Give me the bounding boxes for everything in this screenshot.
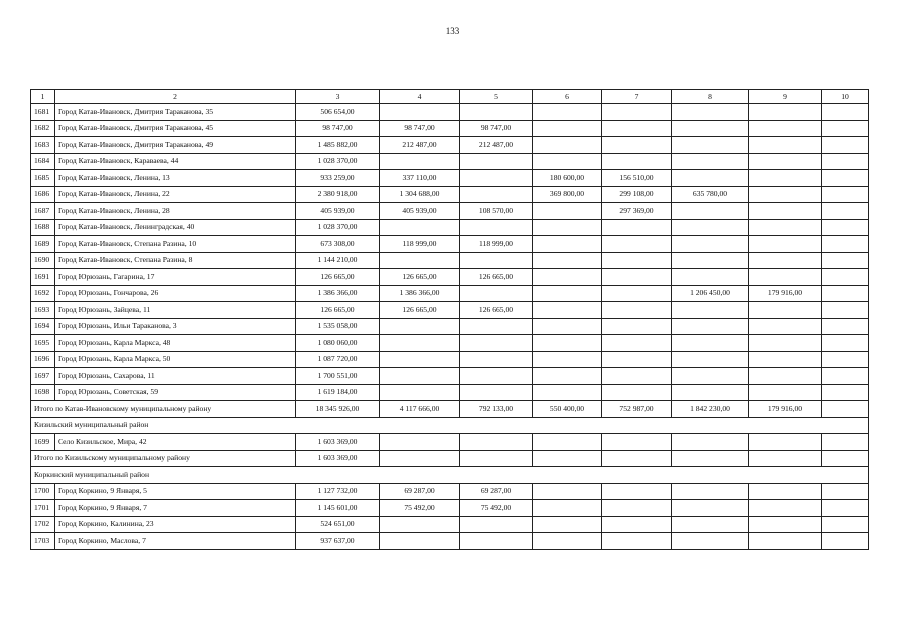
value-cell [380, 351, 460, 368]
address-cell: Город Катав-Ивановск, Ленинградская, 40 [55, 219, 296, 236]
value-cell [672, 318, 749, 335]
value-cell [533, 104, 602, 121]
value-cell [602, 384, 672, 401]
value-cell [672, 137, 749, 154]
value-cell: 1 145 601,00 [296, 500, 380, 517]
value-cell [460, 434, 533, 451]
value-cell [822, 120, 869, 137]
value-cell: 1 127 732,00 [296, 483, 380, 500]
value-cell [749, 236, 822, 253]
value-cell [672, 170, 749, 187]
total-label: Итого по Кизильскому муниципальному району [31, 450, 296, 467]
value-cell [602, 500, 672, 517]
address-cell: Село Кизильское, Мира, 42 [55, 434, 296, 451]
value-cell: 126 665,00 [380, 302, 460, 319]
value-cell [460, 516, 533, 533]
value-cell [533, 516, 602, 533]
address-cell: Город Катав-Ивановск, Ленина, 22 [55, 186, 296, 203]
value-cell [749, 302, 822, 319]
value-cell [672, 450, 749, 467]
value-cell [749, 186, 822, 203]
value-cell [822, 236, 869, 253]
address-cell: Город Катав-Ивановск, Ленина, 28 [55, 203, 296, 220]
value-cell: 752 987,00 [602, 401, 672, 418]
row-number: 1698 [31, 384, 55, 401]
value-cell [533, 450, 602, 467]
value-cell [822, 302, 869, 319]
section-row [31, 467, 869, 484]
column-header: 1 [31, 90, 55, 104]
value-cell [602, 219, 672, 236]
table-row [31, 252, 869, 269]
value-cell: 126 665,00 [296, 269, 380, 286]
value-cell [533, 351, 602, 368]
value-cell [672, 384, 749, 401]
value-cell [749, 120, 822, 137]
row-number: 1701 [31, 500, 55, 517]
value-cell [672, 219, 749, 236]
section-title: Кизильский муниципальный район [31, 417, 869, 434]
address-cell: Город Юрюзань, Ильи Тараканова, 3 [55, 318, 296, 335]
row-number: 1684 [31, 153, 55, 170]
column-header: 4 [380, 90, 460, 104]
table-row [31, 384, 869, 401]
table-row [31, 335, 869, 352]
value-cell [602, 104, 672, 121]
value-cell [672, 335, 749, 352]
value-cell: 1 028 370,00 [296, 153, 380, 170]
value-cell: 299 108,00 [602, 186, 672, 203]
value-cell: 118 999,00 [380, 236, 460, 253]
value-cell [460, 368, 533, 385]
value-cell [822, 219, 869, 236]
row-number: 1695 [31, 335, 55, 352]
value-cell: 1 603 369,00 [296, 434, 380, 451]
value-cell: 212 487,00 [460, 137, 533, 154]
value-cell [672, 533, 749, 550]
value-cell [749, 104, 822, 121]
value-cell [749, 368, 822, 385]
value-cell [602, 516, 672, 533]
value-cell: 18 345 926,00 [296, 401, 380, 418]
value-cell: 524 651,00 [296, 516, 380, 533]
address-cell: Город Катав-Ивановск, Дмитрия Тараканова, 45 [55, 120, 296, 137]
row-number: 1703 [31, 533, 55, 550]
row-number: 1690 [31, 252, 55, 269]
value-cell [380, 516, 460, 533]
value-cell: 126 665,00 [380, 269, 460, 286]
value-cell [533, 483, 602, 500]
value-cell [380, 533, 460, 550]
row-number: 1686 [31, 186, 55, 203]
value-cell: 337 110,00 [380, 170, 460, 187]
row-number: 1681 [31, 104, 55, 121]
value-cell [672, 153, 749, 170]
value-cell [672, 351, 749, 368]
column-header: 3 [296, 90, 380, 104]
value-cell [460, 252, 533, 269]
address-cell: Город Коркино, 9 Января, 7 [55, 500, 296, 517]
value-cell [822, 335, 869, 352]
table-row [31, 434, 869, 451]
value-cell [822, 450, 869, 467]
value-cell: 1 619 184,00 [296, 384, 380, 401]
value-cell [672, 500, 749, 517]
address-cell: Город Катав-Ивановск, Караваева, 44 [55, 153, 296, 170]
address-cell: Город Юрюзань, Сахарова, 11 [55, 368, 296, 385]
value-cell [822, 401, 869, 418]
address-cell: Город Юрюзань, Карла Маркса, 50 [55, 351, 296, 368]
value-cell [822, 269, 869, 286]
row-number: 1697 [31, 368, 55, 385]
value-cell [460, 318, 533, 335]
value-cell [533, 368, 602, 385]
row-number: 1699 [31, 434, 55, 451]
value-cell [533, 302, 602, 319]
table-row [31, 219, 869, 236]
value-cell: 1 386 366,00 [380, 285, 460, 302]
value-cell [380, 318, 460, 335]
table-row [31, 104, 869, 121]
value-cell: 550 400,00 [533, 401, 602, 418]
value-cell [460, 104, 533, 121]
value-cell [533, 153, 602, 170]
value-cell [380, 252, 460, 269]
value-cell: 297 369,00 [602, 203, 672, 220]
value-cell: 937 637,00 [296, 533, 380, 550]
value-cell [380, 335, 460, 352]
address-cell: Город Катав-Ивановск, Дмитрия Тараканова, 35 [55, 104, 296, 121]
value-cell [749, 516, 822, 533]
value-cell [602, 434, 672, 451]
value-cell: 98 747,00 [296, 120, 380, 137]
value-cell [822, 186, 869, 203]
value-cell [460, 533, 533, 550]
value-cell [672, 252, 749, 269]
value-cell: 179 916,00 [749, 401, 822, 418]
value-cell [749, 335, 822, 352]
value-cell [749, 434, 822, 451]
address-cell: Город Юрюзань, Гончарова, 26 [55, 285, 296, 302]
value-cell [533, 203, 602, 220]
value-cell [822, 104, 869, 121]
value-cell [460, 351, 533, 368]
value-cell [533, 335, 602, 352]
value-cell [460, 153, 533, 170]
row-number: 1696 [31, 351, 55, 368]
value-cell: 635 780,00 [672, 186, 749, 203]
address-cell: Город Юрюзань, Советская, 59 [55, 384, 296, 401]
value-cell [822, 285, 869, 302]
table-row [31, 153, 869, 170]
header-row [31, 90, 869, 104]
address-cell: Город Катав-Ивановск, Степана Разина, 8 [55, 252, 296, 269]
value-cell [602, 236, 672, 253]
row-number: 1685 [31, 170, 55, 187]
value-cell [822, 170, 869, 187]
table-row [31, 351, 869, 368]
value-cell [749, 450, 822, 467]
row-number: 1683 [31, 137, 55, 154]
value-cell [822, 203, 869, 220]
column-header: 7 [602, 90, 672, 104]
value-cell [533, 318, 602, 335]
column-header: 9 [749, 90, 822, 104]
value-cell [533, 533, 602, 550]
value-cell [602, 450, 672, 467]
row-number: 1692 [31, 285, 55, 302]
value-cell [749, 351, 822, 368]
value-cell [749, 137, 822, 154]
value-cell [749, 318, 822, 335]
value-cell [672, 236, 749, 253]
value-cell [460, 450, 533, 467]
table-row [31, 137, 869, 154]
address-cell: Город Юрюзань, Гагарина, 17 [55, 269, 296, 286]
value-cell [602, 302, 672, 319]
row-number: 1700 [31, 483, 55, 500]
column-header: 6 [533, 90, 602, 104]
column-header: 2 [55, 90, 296, 104]
value-cell: 1 842 230,00 [672, 401, 749, 418]
data-table [30, 89, 869, 550]
value-cell [672, 203, 749, 220]
table-row [31, 236, 869, 253]
value-cell [822, 500, 869, 517]
value-cell: 179 916,00 [749, 285, 822, 302]
value-cell: 126 665,00 [296, 302, 380, 319]
value-cell [533, 269, 602, 286]
value-cell: 69 287,00 [460, 483, 533, 500]
table-row [31, 516, 869, 533]
value-cell [749, 153, 822, 170]
value-cell: 1 028 370,00 [296, 219, 380, 236]
value-cell [822, 153, 869, 170]
value-cell [533, 252, 602, 269]
value-cell [380, 219, 460, 236]
value-cell [533, 120, 602, 137]
value-cell [602, 533, 672, 550]
page-number: 133 [445, 26, 460, 36]
value-cell [460, 335, 533, 352]
row-number: 1687 [31, 203, 55, 220]
value-cell: 933 259,00 [296, 170, 380, 187]
value-cell [749, 170, 822, 187]
address-cell: Город Коркино, 9 Января, 5 [55, 483, 296, 500]
value-cell [672, 120, 749, 137]
value-cell [672, 368, 749, 385]
value-cell [460, 170, 533, 187]
table-row [31, 302, 869, 319]
value-cell [533, 500, 602, 517]
value-cell [460, 285, 533, 302]
value-cell [602, 368, 672, 385]
value-cell [749, 483, 822, 500]
value-cell: 156 510,00 [602, 170, 672, 187]
value-cell: 4 117 666,00 [380, 401, 460, 418]
value-cell [602, 120, 672, 137]
value-cell [602, 351, 672, 368]
value-cell [749, 203, 822, 220]
row-number: 1689 [31, 236, 55, 253]
value-cell [822, 351, 869, 368]
value-cell [602, 137, 672, 154]
value-cell [672, 483, 749, 500]
value-cell [672, 516, 749, 533]
address-cell: Город Катав-Ивановск, Ленина, 13 [55, 170, 296, 187]
value-cell [533, 236, 602, 253]
value-cell [602, 269, 672, 286]
table-row [31, 318, 869, 335]
value-cell: 1 304 688,00 [380, 186, 460, 203]
address-cell: Город Катав-Ивановск, Дмитрия Тараканова, 49 [55, 137, 296, 154]
value-cell: 212 487,00 [380, 137, 460, 154]
value-cell [380, 104, 460, 121]
value-cell [380, 450, 460, 467]
row-number: 1691 [31, 269, 55, 286]
address-cell: Город Коркино, Калинина, 23 [55, 516, 296, 533]
column-header: 5 [460, 90, 533, 104]
value-cell [749, 269, 822, 286]
table-row [31, 269, 869, 286]
table-row [31, 483, 869, 500]
value-cell [380, 434, 460, 451]
table-row [31, 533, 869, 550]
value-cell [533, 285, 602, 302]
value-cell: 1 485 882,00 [296, 137, 380, 154]
value-cell [533, 219, 602, 236]
address-cell: Город Юрюзань, Зайцева, 11 [55, 302, 296, 319]
table-row [31, 186, 869, 203]
value-cell: 98 747,00 [460, 120, 533, 137]
value-cell [460, 219, 533, 236]
table-row [31, 170, 869, 187]
address-cell: Город Катав-Ивановск, Степана Разина, 10 [55, 236, 296, 253]
value-cell [380, 368, 460, 385]
address-cell: Город Коркино, Маслова, 7 [55, 533, 296, 550]
value-cell: 180 600,00 [533, 170, 602, 187]
value-cell: 126 665,00 [460, 269, 533, 286]
value-cell [822, 318, 869, 335]
value-cell: 1 386 366,00 [296, 285, 380, 302]
value-cell: 1 087 720,00 [296, 351, 380, 368]
value-cell: 98 747,00 [380, 120, 460, 137]
row-number: 1694 [31, 318, 55, 335]
table-row [31, 500, 869, 517]
value-cell [672, 434, 749, 451]
value-cell [533, 384, 602, 401]
address-cell: Город Юрюзань, Карла Маркса, 48 [55, 335, 296, 352]
value-cell [822, 368, 869, 385]
value-cell: 1 206 450,00 [672, 285, 749, 302]
value-cell [822, 137, 869, 154]
table-row [31, 120, 869, 137]
value-cell [380, 384, 460, 401]
value-cell [602, 285, 672, 302]
value-cell [749, 500, 822, 517]
value-cell [672, 104, 749, 121]
value-cell: 673 308,00 [296, 236, 380, 253]
value-cell: 369 800,00 [533, 186, 602, 203]
column-header: 10 [822, 90, 869, 104]
value-cell: 1 080 060,00 [296, 335, 380, 352]
value-cell [822, 483, 869, 500]
value-cell: 405 939,00 [380, 203, 460, 220]
total-row [31, 401, 869, 418]
value-cell [533, 137, 602, 154]
value-cell [460, 186, 533, 203]
value-cell: 2 380 918,00 [296, 186, 380, 203]
section-row [31, 417, 869, 434]
total-label: Итого по Катав-Ивановскому муниципальному району [31, 401, 296, 418]
column-header: 8 [672, 90, 749, 104]
value-cell [749, 384, 822, 401]
value-cell [602, 483, 672, 500]
value-cell [380, 153, 460, 170]
value-cell [672, 269, 749, 286]
value-cell: 75 492,00 [460, 500, 533, 517]
value-cell: 405 939,00 [296, 203, 380, 220]
table-row [31, 203, 869, 220]
value-cell [460, 384, 533, 401]
value-cell: 1 535 058,00 [296, 318, 380, 335]
row-number: 1693 [31, 302, 55, 319]
value-cell [672, 302, 749, 319]
value-cell [749, 219, 822, 236]
row-number: 1688 [31, 219, 55, 236]
value-cell: 1 603 369,00 [296, 450, 380, 467]
value-cell [822, 516, 869, 533]
value-cell: 792 133,00 [460, 401, 533, 418]
value-cell [602, 252, 672, 269]
value-cell: 75 492,00 [380, 500, 460, 517]
section-title: Коркинский муниципальный район [31, 467, 869, 484]
value-cell: 1 144 210,00 [296, 252, 380, 269]
value-cell [602, 318, 672, 335]
value-cell: 506 654,00 [296, 104, 380, 121]
value-cell: 108 570,00 [460, 203, 533, 220]
value-cell: 69 287,00 [380, 483, 460, 500]
value-cell [822, 434, 869, 451]
value-cell [602, 153, 672, 170]
value-cell [602, 335, 672, 352]
value-cell [749, 533, 822, 550]
row-number: 1702 [31, 516, 55, 533]
value-cell: 126 665,00 [460, 302, 533, 319]
value-cell [822, 252, 869, 269]
total-row [31, 450, 869, 467]
value-cell [749, 252, 822, 269]
row-number: 1682 [31, 120, 55, 137]
table-row [31, 368, 869, 385]
value-cell: 1 700 551,00 [296, 368, 380, 385]
value-cell [822, 384, 869, 401]
value-cell [822, 533, 869, 550]
table-row [31, 285, 869, 302]
value-cell [533, 434, 602, 451]
value-cell: 118 999,00 [460, 236, 533, 253]
